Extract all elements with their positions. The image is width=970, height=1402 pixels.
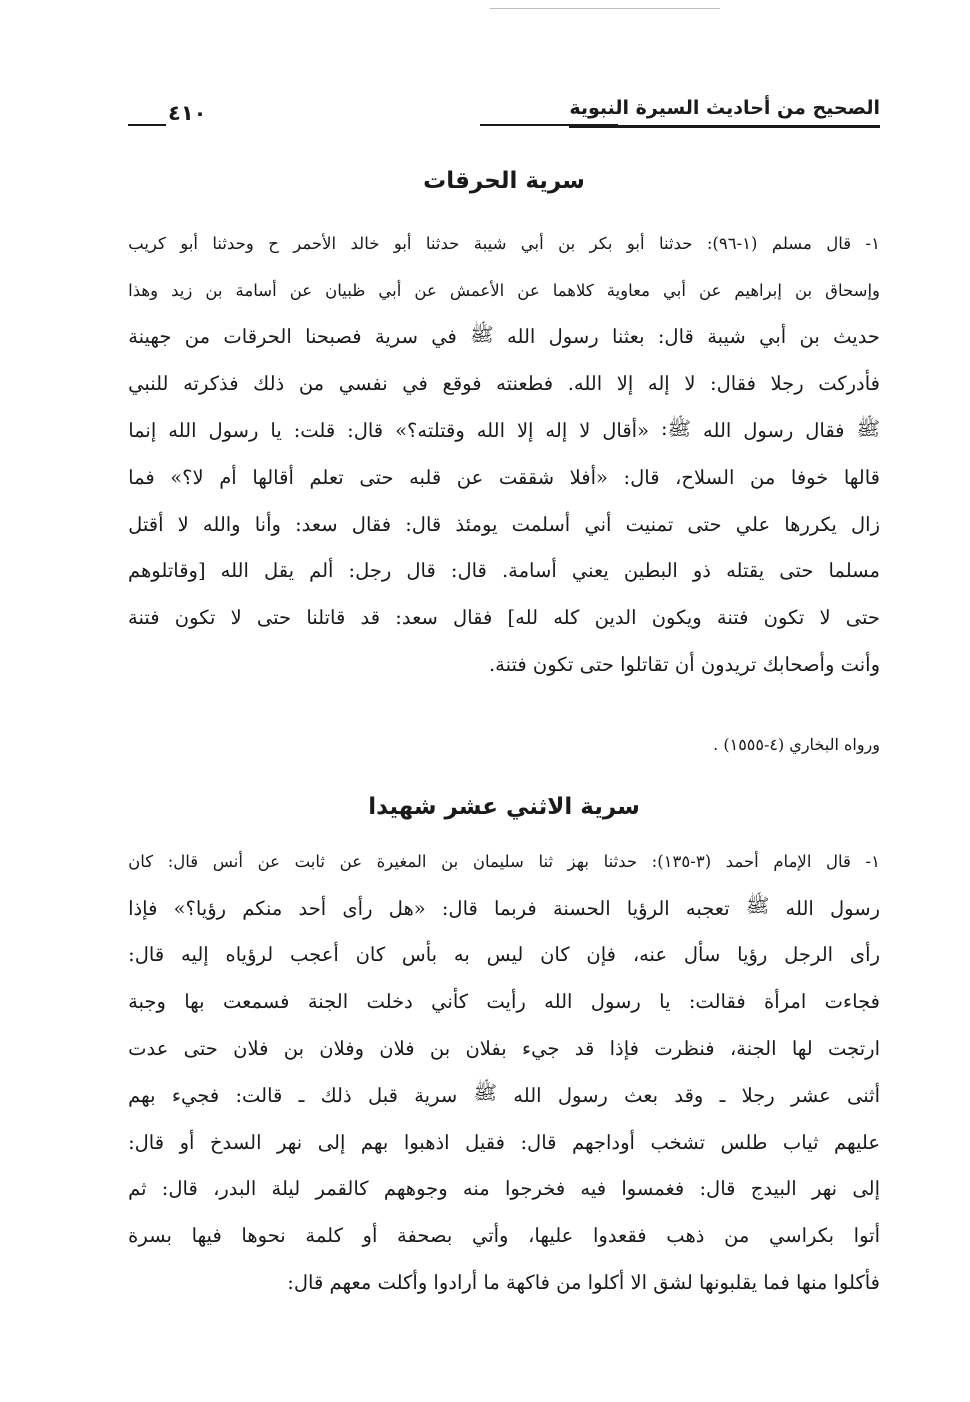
hadith-paragraph-twelve-martyrs (128, 838, 880, 1306)
text-line: إلى نهر البيدج قال: فغمسوا فيه فخرجوا منه وجوههم كالقمر ليلة البدر، قال: ثم (128, 1177, 880, 1201)
citation-bukhari: ورواه البخاري (٤-١٥٥٥) . (713, 735, 880, 754)
text-line: حديث بن أبي شيبة قال: بعثنا رسول الله ﷺ في سرية فصبحنا الحرقات من جهينة (128, 322, 880, 349)
top-rule (490, 8, 720, 9)
section-title-twelve-martyrs: سرية الاثني عشر شهيدا (368, 794, 640, 820)
text-line: أتوا بكراسي من ذهب فقعدوا عليها، وأتي بصحفة أو كلمة نحوها فيها بسرة (128, 1224, 880, 1248)
text-line: فجاءت امرأة فقالت: يا رسول الله رأيت كأني دخلت الجنة فسمعت بها وجبة (128, 990, 880, 1014)
text-line: ﷺ فقال رسول الله ﷺ: «أقال لا إله إلا الله وقتلته؟» قال: قلت: يا رسول الله إنما (128, 416, 880, 443)
text-line: ارتجت لها الجنة، فنظرت فإذا قد جيء بفلان بن فلان وفلان بن فلان حتى عدت (128, 1037, 880, 1061)
text-line: ١- قال مسلم (١-٩٦): حدثنا أبو بكر بن أبي شيبة حدثنا أبو خالد الأحمر ح وحدثنا أبو كريب (128, 233, 880, 253)
header-rule-short (128, 124, 166, 126)
text-line: وإسحاق بن إبراهيم عن أبي معاوية كلاهما عن الأعمش عن أبي ظبيان عن أسامة بن زيد وهذا (128, 280, 880, 300)
running-title: الصحيح من أحاديث السيرة النبوية (569, 94, 880, 128)
text-line: أثنى عشر رجلا ـ وقد بعث رسول الله ﷺ سرية قبل ذلك ـ قالت: فجيء بهم (128, 1081, 880, 1107)
text-line: فأكلوا منها فما يقلبونها لشق الا أكلوا من فاكهة ما أرادوا وأكلت معهم قال: (287, 1271, 880, 1295)
text-line: فأدركت رجلا فقال: لا إله إلا الله. فطعنته فوقع في نفسي من ذلك فذكرته للنبي (128, 372, 880, 396)
section-title-huruqat: سرية الحرقات (423, 168, 585, 194)
page-number: ٤١٠ (168, 101, 207, 125)
text-line: وأنت وأصحابك تريدون أن تقاتلوا حتى تكون فتنة. (488, 653, 880, 677)
hadith-paragraph-huruqat (128, 220, 880, 688)
page-header (128, 94, 880, 138)
text-line: زال يكررها علي حتى تمنيت أني أسلمت يومئذ قال: فقال سعد: وأنا والله لا أقتل (128, 512, 880, 536)
text-line: رأى الرجل رؤيا سأل عنه، فإن كان ليس به بأس كان أعجب لرؤياه إليه قال: (128, 943, 880, 967)
text-line: مسلما حتى يقتله ذو البطين يعني أسامة. قال: قال رجل: ألم يقل الله [وقاتلوهم (128, 559, 880, 583)
header-rule (480, 124, 618, 126)
text-line: عليهم ثياب طلس تشخب أوداجهم قال: فقيل اذهبوا بهم إلى نهر السدخ أو قال: (128, 1130, 880, 1154)
text-line: رسول الله ﷺ تعجبه الرؤيا الحسنة فربما قال: «هل رأى أحد منكم رؤيا؟» فإذا (128, 894, 880, 920)
text-line: ١- قال الإمام أحمد (٣-١٣٥): حدثنا بهز ثنا سليمان بن المغيرة عن ثابت عن أنس قال: كان (128, 851, 880, 871)
text-line: حتى لا تكون فتنة ويكون الدين كله لله] فقال سعد: قد قاتلنا حتى لا تكون فتنة (128, 606, 880, 630)
text-line: قالها خوفا من السلاح، قال: «أفلا شققت عن قلبه حتى تعلم أقالها أم لا؟» فما (128, 465, 880, 489)
